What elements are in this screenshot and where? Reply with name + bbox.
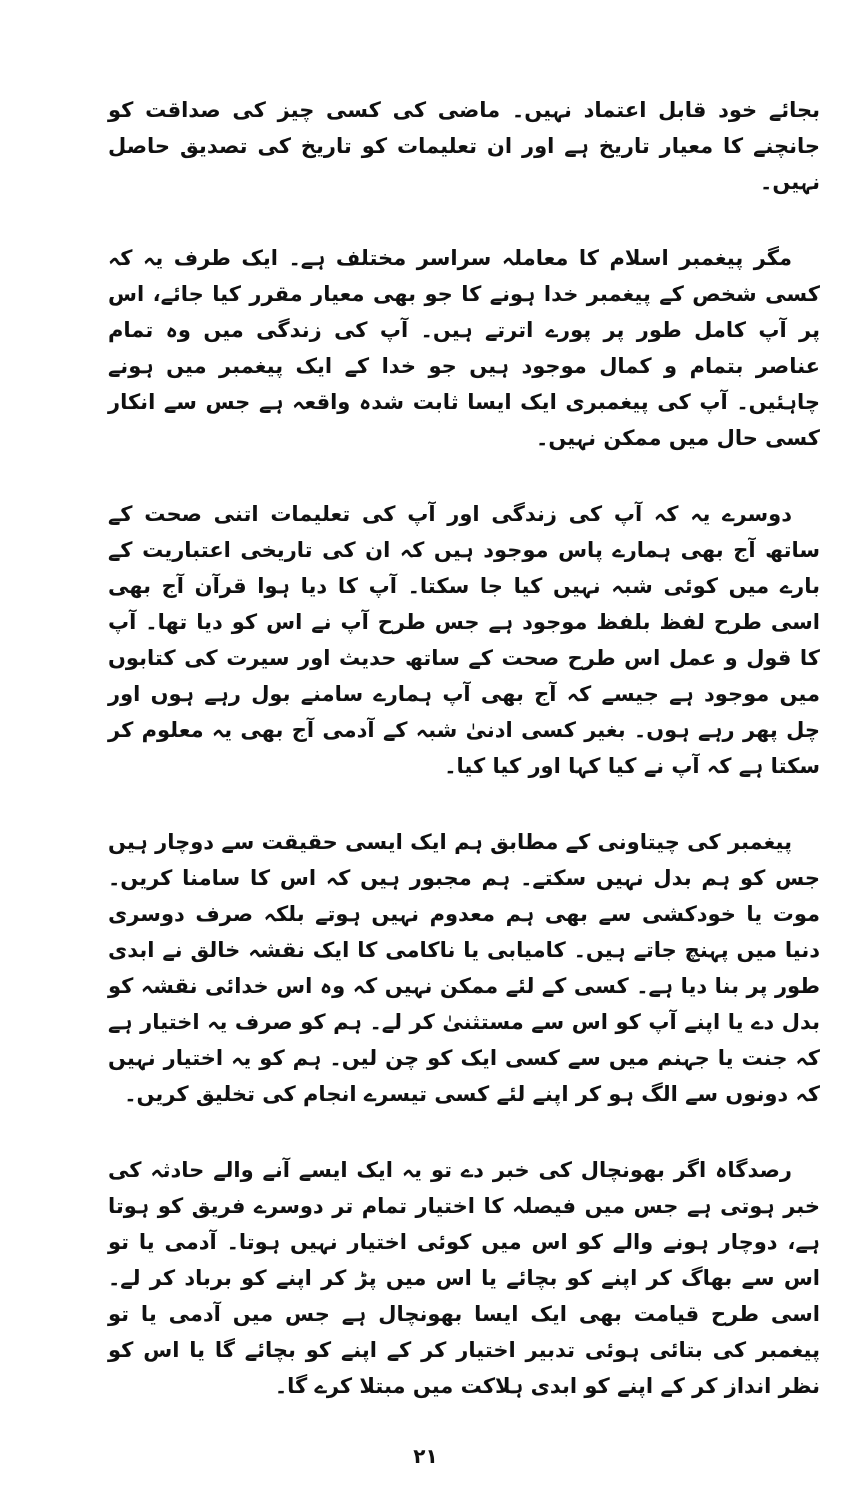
paragraph-2: مگر پیغمبر اسلام کا معاملہ سراسر مختلف ہے۔ ایک طرف یہ کہ کسی شخص کے پیغمبر خدا ہونے کا جو بھی معیار مقرر کیا جائے، اس پر آپ کامل طور پر پورے اترتے ہیں۔ آپ کی زندگی میں وہ تمام عناصر بتمام و کمال موجود ہیں جو خدا کے ایک پیغمبر میں ہونے چاہئیں۔ آپ کی پیغمبری ایک ایسا ثابت شدہ واقعہ ہے جس سے انکار کسی حال میں ممکن نہیں۔ — [108, 246, 820, 450]
paragraph-5: رصدگاہ اگر بھونچال کی خبر دے تو یہ ایک ایسے آنے والے حادثہ کی خبر ہوتی ہے جس میں فیصلہ کا اختیار تمام تر دوسرے فریق کو ہوتا ہے، دوچار ہونے والے کو اس میں کوئی اختیار نہیں ہوتا۔ آدمی یا تو اس سے بھاگ کر اپنے کو بچائے یا اس میں پڑ کر اپنے کو برباد کر لے۔ اسی طرح قیامت بھی ایک ایسا بھونچال ہے جس میں آدمی یا تو پیغمبر کی بتائی ہوئی تدبیر اختیار کر کے اپنے کو بچائے گا یا اس کو نظر انداز کر کے اپنے کو ابدی ہلاکت میں مبتلا کرے گا۔ — [108, 1158, 820, 1398]
paragraph-3: دوسرے یہ کہ آپ کی زندگی اور آپ کی تعلیمات اتنی صحت کے ساتھ آج بھی ہمارے پاس موجود ہیں کہ ان کی تاریخی اعتباریت کے بارے میں کوئی شبہ نہیں کیا جا سکتا۔ آپ کا دیا ہوا قرآن آج بھی اسی طرح لفظ بلفظ موجود ہے جس طرح آپ نے اس کو دیا تھا۔ آپ کا قول و عمل اس طرح صحت کے ساتھ حدیث اور سیرت کی کتابوں میں موجود ہے جیسے کہ آج بھی آپ ہمارے سامنے بول رہے ہوں اور چل پھر رہے ہوں۔ بغیر کسی ادنیٰ شبہ کے آدمی آج بھی یہ معلوم کر سکتا ہے کہ آپ نے کیا کہا اور کیا کیا۔ — [108, 502, 820, 778]
document-page — [108, 0, 820, 1404]
paragraph-1: بجائے خود قابل اعتماد نہیں۔ ماضی کی کسی چیز کی صداقت کو جانچنے کا معیار تاریخ ہے اور ان تعلیمات کو تاریخ کی تصدیق حاصل نہیں۔ — [108, 98, 820, 194]
page-number: ۲۱ — [413, 1444, 438, 1468]
paragraph-4: پیغمبر کی چیتاونی کے مطابق ہم ایک ایسی حقیقت سے دوچار ہیں جس کو ہم بدل نہیں سکتے۔ ہم مجبور ہیں کہ اس کا سامنا کریں۔ موت یا خودکشی سے بھی ہم معدوم نہیں ہوتے بلکہ صرف دوسری دنیا میں پہنچ جاتے ہیں۔ کامیابی یا ناکامی کا ایک نقشہ خالق نے ابدی طور پر بنا دیا ہے۔ کسی کے لئے ممکن نہیں کہ وہ اس خدائی نقشہ کو بدل دے یا اپنے آپ کو اس سے مستثنیٰ کر لے۔ ہم کو صرف یہ اختیار ہے کہ جنت یا جہنم میں سے کسی ایک کو چن لیں۔ ہم کو یہ اختیار نہیں کہ دونوں سے الگ ہو کر اپنے لئے کسی تیسرے انجام کی تخلیق کریں۔ — [108, 830, 820, 1106]
